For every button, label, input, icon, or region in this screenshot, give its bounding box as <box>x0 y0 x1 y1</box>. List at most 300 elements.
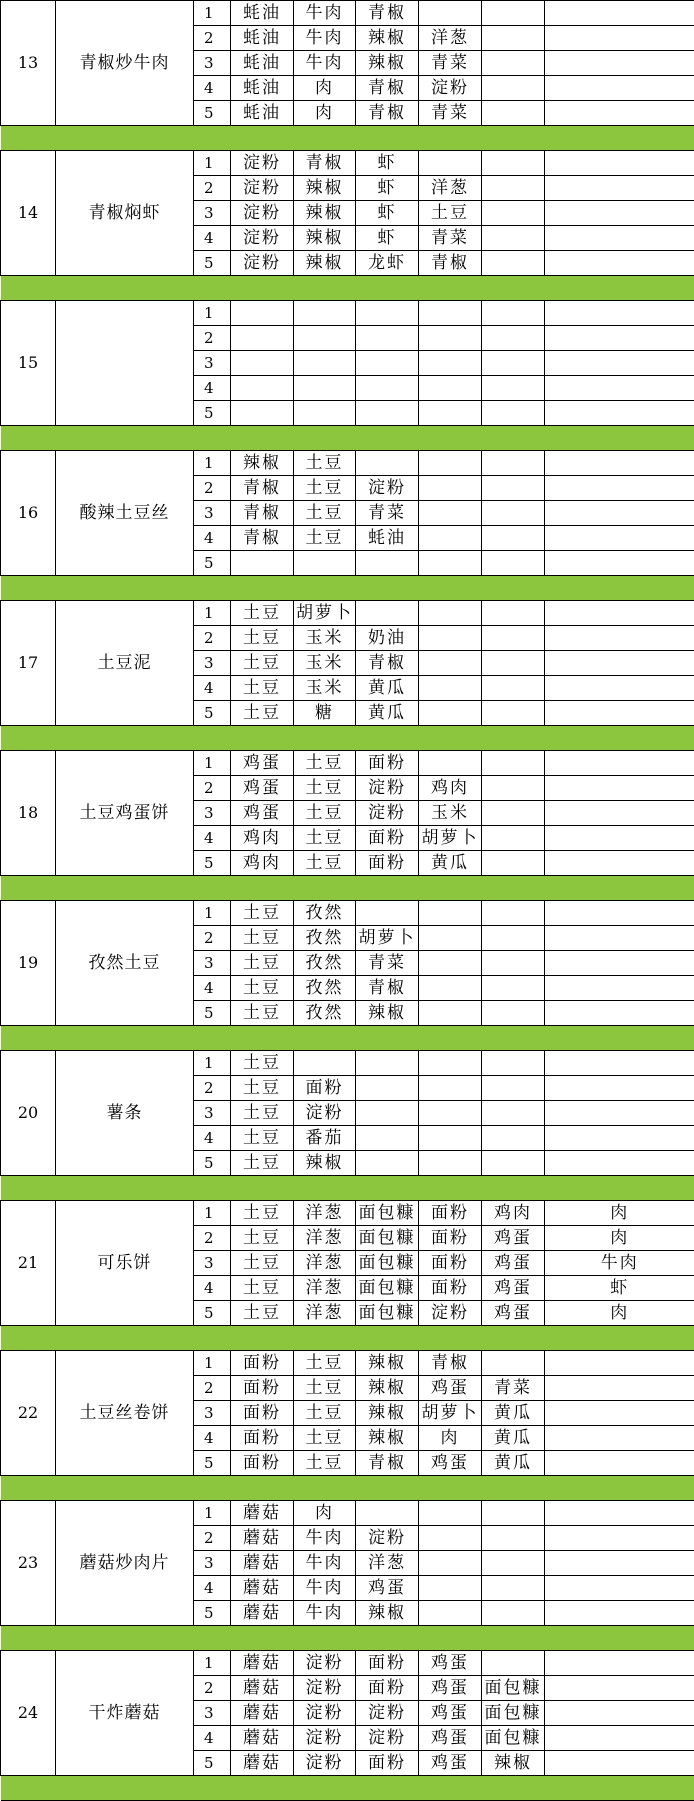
group-separator-row <box>1 1626 694 1651</box>
dish-name-cell: 可乐饼 <box>56 1201 194 1326</box>
ingredient-cell <box>482 1651 545 1676</box>
ingredient-cell <box>545 1001 694 1026</box>
ingredient-cell <box>294 1051 356 1076</box>
ingredient-cell: 辣椒 <box>356 1376 419 1401</box>
ingredient-cell: 鸡蛋 <box>482 1301 545 1326</box>
variant-number-cell: 1 <box>194 1 231 26</box>
variant-number-cell: 2 <box>194 476 231 501</box>
ingredient-cell <box>356 351 419 376</box>
dish-number-cell: 15 <box>1 301 56 426</box>
ingredient-cell: 面粉 <box>356 1751 419 1776</box>
ingredient-cell <box>482 401 545 426</box>
ingredient-cell: 肉 <box>294 101 356 126</box>
ingredient-cell <box>545 1076 694 1101</box>
ingredient-cell <box>482 301 545 326</box>
ingredient-cell: 土豆 <box>231 601 294 626</box>
ingredient-cell <box>419 951 482 976</box>
ingredient-cell: 面包糠 <box>356 1301 419 1326</box>
ingredient-cell: 鸡蛋 <box>482 1276 545 1301</box>
ingredient-cell: 辣椒 <box>294 176 356 201</box>
group-separator-row <box>1 276 694 301</box>
variant-number-cell: 3 <box>194 501 231 526</box>
ingredient-cell: 土豆 <box>294 801 356 826</box>
green-separator-band <box>1 876 694 901</box>
ingredient-cell <box>356 451 419 476</box>
ingredient-cell: 面粉 <box>419 1201 482 1226</box>
ingredient-cell: 辣椒 <box>356 1351 419 1376</box>
ingredient-cell: 土豆 <box>294 751 356 776</box>
ingredient-cell: 面粉 <box>231 1451 294 1476</box>
ingredient-cell <box>482 751 545 776</box>
ingredient-cell <box>545 976 694 1001</box>
ingredient-cell <box>545 1126 694 1151</box>
ingredient-cell <box>294 351 356 376</box>
variant-number-cell: 5 <box>194 551 231 576</box>
ingredient-cell <box>545 901 694 926</box>
ingredient-cell: 辣椒 <box>356 1401 419 1426</box>
ingredient-cell: 胡萝卜 <box>356 926 419 951</box>
ingredient-cell <box>482 451 545 476</box>
green-separator-band <box>1 726 694 751</box>
ingredient-cell: 鸡蛋 <box>419 1451 482 1476</box>
variant-number-cell: 2 <box>194 176 231 201</box>
ingredient-cell <box>482 151 545 176</box>
variant-number-cell: 2 <box>194 326 231 351</box>
ingredient-cell: 淀粉 <box>294 1751 356 1776</box>
ingredient-cell: 洋葱 <box>419 176 482 201</box>
ingredient-cell: 辣椒 <box>294 1151 356 1176</box>
ingredient-cell: 蘑菇 <box>231 1701 294 1726</box>
ingredient-cell: 青菜 <box>356 951 419 976</box>
ingredient-cell <box>545 1501 694 1526</box>
ingredient-cell <box>482 701 545 726</box>
ingredient-cell: 面粉 <box>356 751 419 776</box>
ingredient-cell: 鸡肉 <box>482 1201 545 1226</box>
ingredient-cell: 蘑菇 <box>231 1601 294 1626</box>
ingredient-cell <box>482 326 545 351</box>
ingredient-cell: 土豆 <box>231 951 294 976</box>
variant-number-cell: 1 <box>194 451 231 476</box>
ingredient-cell: 青椒 <box>231 526 294 551</box>
ingredient-cell: 鸡肉 <box>231 826 294 851</box>
ingredient-cell <box>482 1 545 26</box>
ingredient-cell <box>482 26 545 51</box>
ingredient-cell: 土豆 <box>294 476 356 501</box>
ingredient-cell <box>231 351 294 376</box>
ingredient-cell: 面粉 <box>419 1226 482 1251</box>
ingredient-cell <box>419 551 482 576</box>
variant-number-cell: 5 <box>194 1151 231 1176</box>
ingredient-cell <box>231 301 294 326</box>
ingredient-cell: 玉米 <box>419 801 482 826</box>
ingredient-cell: 土豆 <box>231 676 294 701</box>
ingredient-cell: 面包糠 <box>356 1251 419 1276</box>
ingredient-cell <box>545 451 694 476</box>
ingredient-cell <box>482 626 545 651</box>
dish-name-cell: 土豆鸡蛋饼 <box>56 751 194 876</box>
ingredient-cell <box>545 1101 694 1126</box>
ingredient-cell: 辣椒 <box>356 1426 419 1451</box>
green-separator-band <box>1 1026 694 1051</box>
ingredient-cell <box>356 551 419 576</box>
variant-number-cell: 5 <box>194 401 231 426</box>
dish-number-cell: 19 <box>1 901 56 1026</box>
ingredient-cell <box>419 1151 482 1176</box>
table-row <box>1 1501 694 1526</box>
ingredient-cell: 青椒 <box>419 251 482 276</box>
ingredient-cell: 土豆 <box>231 1226 294 1251</box>
green-separator-band <box>1 1326 694 1351</box>
ingredient-cell: 鸡蛋 <box>419 1726 482 1751</box>
ingredient-cell: 土豆 <box>231 651 294 676</box>
ingredient-cell: 洋葱 <box>294 1251 356 1276</box>
ingredient-cell <box>482 1126 545 1151</box>
dish-number-cell: 24 <box>1 1651 56 1776</box>
ingredient-cell: 玉米 <box>294 626 356 651</box>
group-separator-row <box>1 426 694 451</box>
ingredient-cell <box>545 1526 694 1551</box>
ingredient-cell <box>356 901 419 926</box>
ingredient-cell: 土豆 <box>231 1126 294 1151</box>
ingredient-cell <box>545 326 694 351</box>
ingredient-cell: 糖 <box>294 701 356 726</box>
ingredient-cell <box>545 226 694 251</box>
ingredient-cell <box>419 1076 482 1101</box>
ingredient-cell <box>545 376 694 401</box>
ingredient-cell <box>482 1501 545 1526</box>
variant-number-cell: 2 <box>194 26 231 51</box>
table-row <box>1 1201 694 1226</box>
ingredient-cell: 面粉 <box>231 1351 294 1376</box>
ingredient-cell <box>545 626 694 651</box>
ingredient-cell: 土豆 <box>231 1076 294 1101</box>
ingredient-cell: 淀粉 <box>356 1701 419 1726</box>
ingredient-cell: 土豆 <box>294 501 356 526</box>
dish-number-cell: 14 <box>1 151 56 276</box>
variant-number-cell: 2 <box>194 1376 231 1401</box>
variant-number-cell: 5 <box>194 1001 231 1026</box>
dish-number-cell: 16 <box>1 451 56 576</box>
ingredient-cell <box>545 526 694 551</box>
ingredient-cell <box>545 1051 694 1076</box>
ingredient-cell <box>545 476 694 501</box>
ingredient-cell: 青椒 <box>356 1451 419 1476</box>
ingredient-cell <box>545 501 694 526</box>
ingredient-cell: 鸡肉 <box>231 851 294 876</box>
table-row <box>1 1 694 26</box>
green-separator-band <box>1 576 694 601</box>
group-separator-row <box>1 726 694 751</box>
green-separator-band <box>1 1776 694 1801</box>
ingredient-cell: 辣椒 <box>231 451 294 476</box>
ingredient-cell <box>482 1526 545 1551</box>
green-separator-band <box>1 1626 694 1651</box>
ingredient-cell <box>545 1676 694 1701</box>
ingredient-cell: 面粉 <box>231 1426 294 1451</box>
ingredient-cell: 孜然 <box>294 976 356 1001</box>
ingredient-cell <box>419 1501 482 1526</box>
ingredient-cell: 面粉 <box>356 1651 419 1676</box>
ingredient-cell <box>356 1076 419 1101</box>
ingredient-cell: 孜然 <box>294 1001 356 1026</box>
ingredient-cell <box>545 951 694 976</box>
ingredient-cell <box>419 1 482 26</box>
ingredient-cell <box>356 376 419 401</box>
ingredient-cell: 土豆 <box>231 976 294 1001</box>
group-separator-row <box>1 126 694 151</box>
green-separator-band <box>1 126 694 151</box>
ingredient-cell <box>482 101 545 126</box>
dish-number-cell: 13 <box>1 1 56 126</box>
ingredient-cell: 青椒 <box>356 976 419 1001</box>
ingredient-cell: 青菜 <box>482 1376 545 1401</box>
ingredient-cell: 蘑菇 <box>231 1551 294 1576</box>
ingredient-cell: 牛肉 <box>294 1576 356 1601</box>
ingredient-cell: 面粉 <box>294 1076 356 1101</box>
ingredient-cell <box>419 701 482 726</box>
ingredient-cell <box>545 601 694 626</box>
ingredient-cell: 面包糠 <box>356 1201 419 1226</box>
ingredient-cell: 面包糠 <box>356 1226 419 1251</box>
dish-name-cell: 干炸蘑菇 <box>56 1651 194 1776</box>
ingredient-cell: 辣椒 <box>356 1001 419 1026</box>
variant-number-cell: 3 <box>194 351 231 376</box>
ingredient-cell: 肉 <box>419 1426 482 1451</box>
ingredient-cell <box>545 1701 694 1726</box>
ingredient-cell <box>419 1001 482 1026</box>
ingredient-cell <box>545 851 694 876</box>
ingredient-cell: 蚝油 <box>231 101 294 126</box>
green-separator-band <box>1 1176 694 1201</box>
dish-name-cell: 青椒焖虾 <box>56 151 194 276</box>
ingredient-cell: 辣椒 <box>294 226 356 251</box>
ingredient-cell: 青椒 <box>294 151 356 176</box>
ingredient-cell: 淀粉 <box>294 1651 356 1676</box>
ingredient-cell: 青椒 <box>356 101 419 126</box>
ingredient-cell <box>294 301 356 326</box>
ingredient-cell: 玉米 <box>294 651 356 676</box>
ingredient-cell <box>231 551 294 576</box>
variant-number-cell: 4 <box>194 526 231 551</box>
ingredient-cell <box>419 526 482 551</box>
ingredient-cell <box>545 751 694 776</box>
variant-number-cell: 3 <box>194 1701 231 1726</box>
ingredient-cell: 胡萝卜 <box>419 1401 482 1426</box>
dish-name-cell: 青椒炒牛肉 <box>56 1 194 126</box>
group-separator-row <box>1 1176 694 1201</box>
ingredient-cell: 土豆 <box>294 1401 356 1426</box>
table-row <box>1 601 694 626</box>
dish-number-cell: 21 <box>1 1201 56 1326</box>
ingredient-cell <box>545 1351 694 1376</box>
ingredient-cell <box>419 1601 482 1626</box>
ingredient-cell: 孜然 <box>294 951 356 976</box>
ingredient-cell <box>419 751 482 776</box>
ingredient-cell: 牛肉 <box>545 1251 694 1276</box>
variant-number-cell: 2 <box>194 926 231 951</box>
variant-number-cell: 3 <box>194 951 231 976</box>
ingredient-cell: 面粉 <box>356 851 419 876</box>
ingredient-cell <box>482 1601 545 1626</box>
ingredient-cell: 面包糠 <box>482 1676 545 1701</box>
ingredient-cell: 面粉 <box>419 1276 482 1301</box>
group-separator-row <box>1 1026 694 1051</box>
dish-number-cell: 18 <box>1 751 56 876</box>
ingredient-cell: 牛肉 <box>294 26 356 51</box>
ingredient-cell <box>482 826 545 851</box>
ingredient-cell: 牛肉 <box>294 1601 356 1626</box>
ingredient-cell <box>482 651 545 676</box>
ingredient-cell <box>545 776 694 801</box>
ingredient-cell <box>356 401 419 426</box>
variant-number-cell: 4 <box>194 1426 231 1451</box>
ingredient-cell <box>482 901 545 926</box>
ingredient-cell <box>482 1001 545 1026</box>
ingredient-cell <box>294 326 356 351</box>
ingredient-cell: 土豆 <box>294 776 356 801</box>
ingredient-cell <box>482 1076 545 1101</box>
ingredient-cell <box>545 176 694 201</box>
ingredient-cell <box>545 1751 694 1776</box>
ingredient-cell: 龙虾 <box>356 251 419 276</box>
ingredient-cell: 牛肉 <box>294 51 356 76</box>
ingredient-cell <box>545 26 694 51</box>
ingredient-cell: 蚝油 <box>231 26 294 51</box>
ingredient-cell <box>482 1576 545 1601</box>
ingredient-cell <box>419 351 482 376</box>
ingredient-cell: 虾 <box>356 176 419 201</box>
ingredient-cell <box>545 1451 694 1476</box>
ingredient-cell <box>419 151 482 176</box>
dish-name-cell: 蘑菇炒肉片 <box>56 1501 194 1626</box>
ingredient-cell <box>482 176 545 201</box>
ingredient-cell <box>545 1576 694 1601</box>
ingredient-cell <box>482 926 545 951</box>
ingredient-cell: 青椒 <box>356 76 419 101</box>
variant-number-cell: 4 <box>194 76 231 101</box>
ingredient-cell <box>482 776 545 801</box>
ingredient-cell <box>482 476 545 501</box>
ingredient-cell: 黄瓜 <box>419 851 482 876</box>
ingredient-cell <box>482 201 545 226</box>
ingredient-cell <box>545 101 694 126</box>
variant-number-cell: 4 <box>194 376 231 401</box>
ingredient-cell: 胡萝卜 <box>294 601 356 626</box>
variant-number-cell: 1 <box>194 1051 231 1076</box>
ingredient-cell: 肉 <box>545 1201 694 1226</box>
ingredient-cell: 土豆 <box>231 1151 294 1176</box>
ingredient-cell: 土豆 <box>294 451 356 476</box>
table-row <box>1 1051 694 1076</box>
ingredient-cell <box>482 676 545 701</box>
ingredient-cell: 牛肉 <box>294 1526 356 1551</box>
ingredient-cell: 孜然 <box>294 901 356 926</box>
ingredient-cell <box>356 326 419 351</box>
ingredient-cell: 鸡蛋 <box>356 1576 419 1601</box>
ingredient-cell: 青椒 <box>231 476 294 501</box>
ingredient-cell <box>482 251 545 276</box>
ingredient-cell: 面粉 <box>356 1676 419 1701</box>
ingredient-cell: 鸡蛋 <box>419 1701 482 1726</box>
ingredient-cell: 土豆 <box>231 701 294 726</box>
variant-number-cell: 2 <box>194 1526 231 1551</box>
table-row <box>1 1351 694 1376</box>
ingredient-cell: 面粉 <box>419 1251 482 1276</box>
dish-name-cell: 酸辣土豆丝 <box>56 451 194 576</box>
ingredient-cell: 蘑菇 <box>231 1751 294 1776</box>
ingredient-cell <box>482 951 545 976</box>
ingredient-cell: 虾 <box>356 151 419 176</box>
ingredient-cell <box>419 601 482 626</box>
ingredient-cell <box>482 1101 545 1126</box>
ingredient-cell <box>419 1051 482 1076</box>
variant-number-cell: 5 <box>194 851 231 876</box>
ingredient-cell: 面包糠 <box>356 1276 419 1301</box>
ingredient-cell: 黄瓜 <box>482 1426 545 1451</box>
dish-name-cell <box>56 301 194 426</box>
ingredient-cell: 鸡蛋 <box>419 1651 482 1676</box>
ingredient-cell: 土豆 <box>294 851 356 876</box>
ingredient-cell <box>482 601 545 626</box>
ingredient-cell: 土豆 <box>231 901 294 926</box>
ingredient-cell <box>419 1551 482 1576</box>
ingredient-cell: 青菜 <box>419 51 482 76</box>
ingredient-cell: 土豆 <box>231 1251 294 1276</box>
ingredient-cell: 鸡蛋 <box>419 1751 482 1776</box>
ingredient-cell <box>419 651 482 676</box>
variant-number-cell: 1 <box>194 751 231 776</box>
ingredient-cell <box>356 601 419 626</box>
ingredient-cell: 辣椒 <box>294 251 356 276</box>
ingredient-cell: 青菜 <box>419 101 482 126</box>
variant-number-cell: 5 <box>194 1451 231 1476</box>
ingredient-cell: 蘑菇 <box>231 1526 294 1551</box>
ingredient-cell <box>419 376 482 401</box>
ingredient-cell <box>294 551 356 576</box>
variant-number-cell: 4 <box>194 1576 231 1601</box>
ingredient-cell <box>545 701 694 726</box>
ingredient-cell: 土豆 <box>419 201 482 226</box>
ingredient-cell <box>482 1551 545 1576</box>
variant-number-cell: 3 <box>194 1101 231 1126</box>
ingredient-cell: 淀粉 <box>231 151 294 176</box>
ingredient-cell <box>419 901 482 926</box>
ingredient-cell: 辣椒 <box>356 51 419 76</box>
ingredient-cell <box>231 376 294 401</box>
ingredient-cell <box>482 976 545 1001</box>
ingredient-cell <box>545 1376 694 1401</box>
ingredient-cell <box>419 401 482 426</box>
ingredient-cell <box>419 676 482 701</box>
ingredient-cell <box>231 401 294 426</box>
ingredient-cell: 土豆 <box>294 1351 356 1376</box>
ingredient-cell: 洋葱 <box>356 1551 419 1576</box>
ingredient-cell: 辣椒 <box>294 201 356 226</box>
dish-number-cell: 23 <box>1 1501 56 1626</box>
table-row <box>1 301 694 326</box>
ingredient-cell: 土豆 <box>294 1426 356 1451</box>
ingredient-cell: 黄瓜 <box>356 676 419 701</box>
variant-number-cell: 3 <box>194 201 231 226</box>
variant-number-cell: 3 <box>194 1251 231 1276</box>
ingredient-cell: 土豆 <box>231 1101 294 1126</box>
ingredient-cell: 青椒 <box>231 501 294 526</box>
ingredient-cell: 土豆 <box>294 526 356 551</box>
variant-number-cell: 3 <box>194 651 231 676</box>
ingredient-cell: 面包糠 <box>482 1726 545 1751</box>
ingredient-cell: 淀粉 <box>356 1526 419 1551</box>
ingredient-cell <box>356 1101 419 1126</box>
